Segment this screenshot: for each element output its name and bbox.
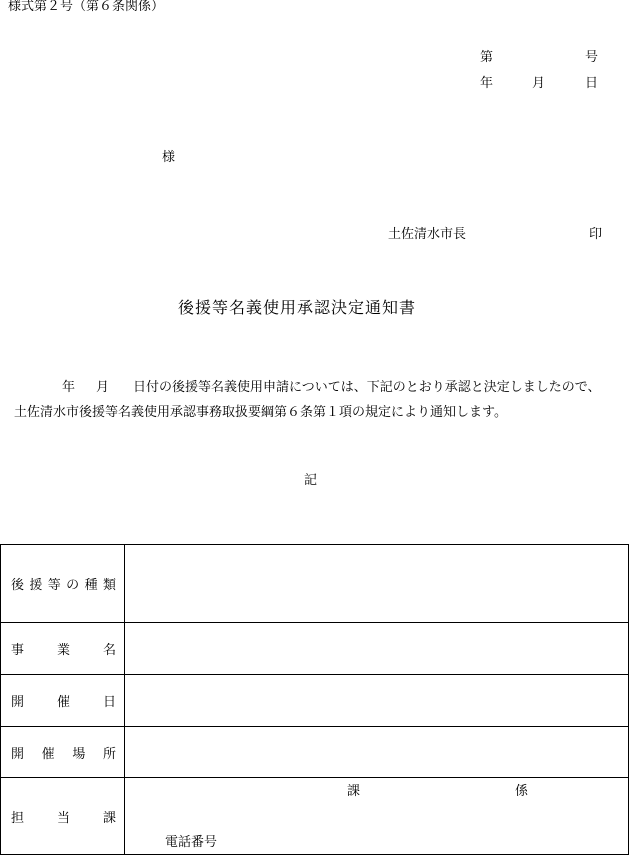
ki-heading: 記 (304, 473, 318, 488)
table-row (1, 545, 629, 623)
body-month: 月 (96, 380, 110, 395)
table-row (1, 778, 629, 855)
issuer-seal: 印 (589, 227, 603, 242)
row-label-event-venue: 開 催 場 所 (11, 746, 116, 762)
table-row (1, 623, 629, 675)
body-line-1: 日付の後援等名義使用申請については、下記のとおり承認と決定しましたので、 (133, 380, 601, 395)
doc-number-suffix: 号 (585, 50, 599, 65)
table-row (1, 675, 629, 727)
support-type-value[interactable] (125, 545, 629, 623)
issuer-name: 土佐清水市長 (388, 227, 467, 242)
row-label-support-type: 後 援 等 の 種 類 (11, 578, 116, 593)
subsection-label: 係 (515, 784, 529, 799)
date-year: 年 (480, 76, 494, 91)
row-label-project-name: 事 業 名 (11, 643, 116, 658)
body-line-2: 土佐清水市後援等名義使用承認事務取扱要綱第６条第１項の規定により通知します。 (14, 405, 507, 420)
section-label: 課 (347, 784, 361, 799)
document-title: 後援等名義使用承認決定通知書 (178, 298, 417, 317)
addressee-suffix: 様 (162, 150, 176, 165)
row-label-department: 担 当 課 (11, 810, 116, 826)
project-name-value[interactable] (125, 623, 629, 675)
row-label-event-date: 開 催 日 (11, 695, 116, 710)
details-table (0, 544, 629, 855)
doc-number-prefix: 第 (480, 50, 494, 65)
body-year: 年 (62, 380, 76, 395)
date-day: 日 (585, 76, 599, 91)
table-row (1, 727, 629, 778)
event-venue-value[interactable] (125, 727, 629, 778)
phone-label: 電話番号 (165, 835, 218, 850)
form-number: 様式第２号（第６条関係） (8, 0, 165, 14)
department-value[interactable] (125, 778, 629, 855)
date-month: 月 (532, 76, 546, 91)
event-date-value[interactable] (125, 675, 629, 727)
